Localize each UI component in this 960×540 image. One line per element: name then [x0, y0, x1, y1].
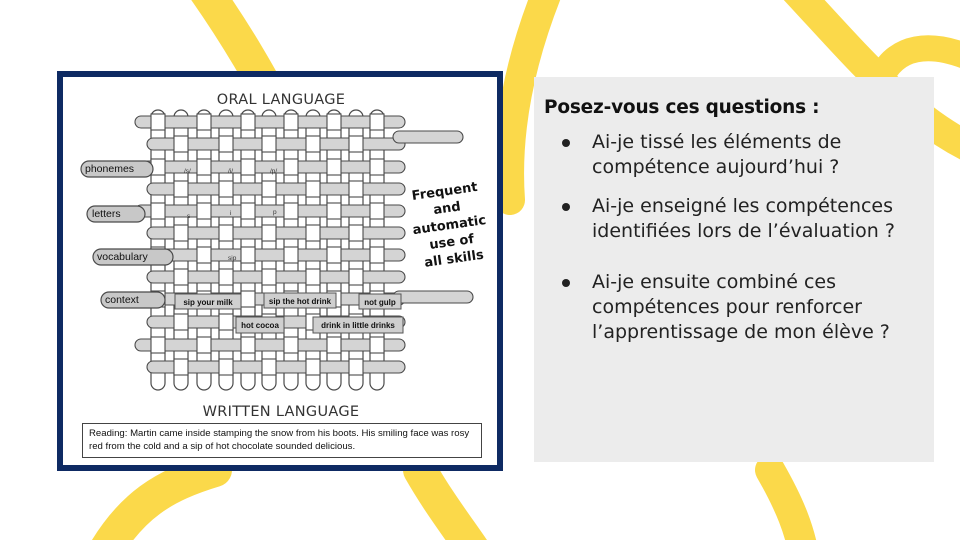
side-note-line: automatic	[411, 213, 488, 239]
weave-crossing	[349, 269, 363, 285]
question-item	[544, 130, 920, 180]
weave-crossing	[197, 203, 211, 219]
weave-crossing	[241, 114, 255, 130]
arc-bottom-center	[420, 470, 480, 540]
context-cell: sip your milk	[183, 298, 233, 307]
weave-horizontal-strand	[135, 116, 405, 128]
weave-crossing	[349, 359, 363, 375]
context-cell: drink in little drinks	[321, 321, 395, 330]
figure-canvas	[63, 77, 497, 465]
weave-crossing	[306, 269, 320, 285]
bullet-icon	[562, 279, 570, 287]
letter-cell: i	[230, 210, 232, 217]
weave-crossing	[306, 181, 320, 197]
arc-bottom-left	[100, 470, 215, 540]
reading-passage: Reading: Martin came inside stamping the snow from his boots. His smiling face was rosy red from the cold and a sip of hot chocolate sounded delicious.	[82, 423, 482, 458]
weave-crossing	[174, 136, 188, 152]
weave-crossing	[327, 203, 341, 219]
row-label-letters: letters	[92, 208, 121, 220]
weave-crossing	[174, 181, 188, 197]
phoneme-cell: /p/	[270, 168, 278, 175]
weave-crossing	[219, 314, 233, 330]
side-note-line: Frequent	[410, 179, 479, 204]
weave-crossing	[306, 225, 320, 241]
weave-horizontal-strand	[135, 249, 405, 261]
weave-crossing	[284, 159, 298, 175]
weave-crossing	[262, 181, 276, 197]
row-label-vocabulary: vocabulary	[97, 251, 148, 263]
letter-cell: s	[187, 213, 191, 220]
weave-strands	[81, 110, 476, 390]
weave-crossing	[370, 114, 384, 130]
weave-crossing	[241, 159, 255, 175]
weave-crossing	[284, 114, 298, 130]
weave-crossing	[284, 203, 298, 219]
weave-crossing	[151, 114, 165, 130]
weave-crossing	[241, 247, 255, 263]
weave-crossing	[327, 337, 341, 353]
weave-crossing	[219, 359, 233, 375]
weave-crossing	[349, 225, 363, 241]
weave-crossing	[241, 291, 255, 307]
question-item	[544, 270, 920, 345]
weave-diagram	[63, 77, 497, 465]
weave-crossing	[370, 247, 384, 263]
weave-crossing	[174, 359, 188, 375]
oral-language-label: ORAL LANGUAGE	[216, 92, 346, 108]
figure-frame	[57, 71, 503, 471]
weave-crossing	[241, 337, 255, 353]
weave-crossing	[219, 136, 233, 152]
weave-crossing	[327, 114, 341, 130]
letter-cell: p	[273, 209, 277, 216]
weave-horizontal-strand	[135, 205, 405, 217]
weave-horizontal-strand	[135, 339, 405, 351]
arc-right-mid	[880, 48, 960, 80]
context-cell: hot cocoa	[241, 321, 279, 330]
weave-crossing	[306, 136, 320, 152]
panel-title: Posez-vous ces questions :	[544, 97, 820, 118]
weave-crossing	[197, 114, 211, 130]
weave-crossing	[241, 203, 255, 219]
questions-panel	[534, 77, 934, 462]
weave-crossing	[370, 337, 384, 353]
question-list	[544, 130, 920, 345]
weave-crossing	[219, 269, 233, 285]
arc-bottom-right	[770, 470, 805, 540]
weave-crossing	[219, 225, 233, 241]
phoneme-cell: /i/	[228, 168, 234, 175]
weave-crossing	[197, 159, 211, 175]
weave-horizontal-strand	[393, 291, 473, 303]
weave-crossing	[151, 337, 165, 353]
weave-crossing	[174, 269, 188, 285]
weave-crossing	[327, 159, 341, 175]
phoneme-cell: /s/	[184, 168, 191, 175]
weave-crossing	[174, 225, 188, 241]
weave-crossing	[370, 203, 384, 219]
side-note-line: all skills	[423, 247, 485, 271]
weave-crossing	[197, 337, 211, 353]
side-note	[407, 179, 492, 271]
weave-crossing	[306, 359, 320, 375]
context-cell: not gulp	[364, 298, 396, 307]
side-note-line: and	[432, 199, 462, 219]
context-cell: sip the hot drink	[268, 297, 332, 306]
weave-crossing	[262, 225, 276, 241]
weave-horizontal-strand	[393, 131, 463, 143]
weave-crossing	[284, 337, 298, 353]
weave-crossing	[370, 159, 384, 175]
weave-crossing	[262, 359, 276, 375]
row-label-context: context	[105, 294, 139, 306]
row-label-phonemes: phonemes	[85, 163, 135, 175]
question-text: Ai-je ensuite combiné ces compétences pour renforcer l’apprentissage de mon élève ?	[592, 271, 890, 343]
weave-crossing	[174, 314, 188, 330]
weave-crossing	[197, 247, 211, 263]
bullet-icon	[562, 203, 570, 211]
weave-crossing	[327, 247, 341, 263]
weave-crossing	[219, 181, 233, 197]
weave-crossing	[262, 269, 276, 285]
question-item	[544, 194, 920, 244]
bullet-icon	[562, 139, 570, 147]
question-text: Ai-je enseigné les compétences identifiées lors de l’évaluation ?	[592, 195, 895, 242]
written-language-label: WRITTEN LANGUAGE	[202, 404, 360, 420]
weave-crossing	[262, 136, 276, 152]
question-text: Ai-je tissé les éléments de compétence aujourd’hui ?	[592, 131, 842, 178]
weave-crossing	[349, 181, 363, 197]
weave-crossing	[151, 203, 165, 219]
weave-crossing	[349, 136, 363, 152]
vocabulary-cell: sip	[228, 255, 237, 262]
side-note-line: use of	[428, 231, 476, 254]
weave-crossing	[284, 247, 298, 263]
